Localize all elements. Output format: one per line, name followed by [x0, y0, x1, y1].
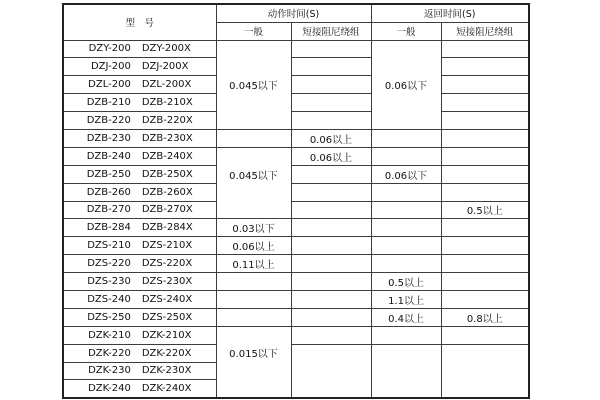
cell-action-general	[216, 326, 291, 398]
table-row	[63, 183, 529, 201]
cell-action-damped: 0.06以上	[291, 147, 371, 165]
table-row	[63, 290, 529, 308]
cell-return-damped	[441, 129, 529, 147]
header-return-damped: 短接阻尼绕组	[441, 22, 529, 40]
table-row	[63, 237, 529, 255]
cell-return-damped	[441, 58, 529, 76]
table-row	[63, 76, 529, 94]
model-name: DZB-284	[86, 222, 131, 234]
model-name: DZK-230	[88, 365, 131, 377]
cell-return-damped	[441, 326, 529, 344]
cell-model	[63, 58, 216, 76]
cell-action-general	[216, 308, 291, 326]
cell-model	[63, 94, 216, 112]
spec-table-container	[62, 3, 530, 399]
cell-action-damped	[291, 237, 371, 255]
model-name-x: DZS-250X	[141, 311, 193, 323]
model-name-x: DZB-210X	[141, 97, 193, 109]
cell-model	[63, 273, 216, 291]
table-row	[63, 165, 529, 183]
model-name: DZS-240	[87, 293, 131, 305]
cell-return-general	[371, 219, 441, 237]
model-name-x: DZK-230X	[141, 365, 192, 377]
header-return-time: 返回时间(S)	[371, 4, 529, 22]
cell-action-damped	[291, 40, 371, 58]
table-row	[63, 201, 529, 219]
cell-value: 0.015以下	[229, 349, 278, 361]
model-name-x: DZB-230X	[141, 132, 193, 144]
table-row	[63, 344, 529, 362]
model-name: DZS-230	[87, 276, 131, 288]
table-row	[63, 255, 529, 273]
cell-value: 0.045以下	[229, 170, 278, 182]
cell-model	[63, 326, 216, 344]
model-name-x: DZB-270X	[141, 204, 193, 216]
cell-action-damped	[291, 76, 371, 94]
table-row	[63, 147, 529, 165]
model-name: DZS-250	[87, 311, 131, 323]
cell-return-general: 0.06以下	[371, 165, 441, 183]
model-name-x: DZL-200X	[141, 79, 192, 91]
header-action-general: 一般	[216, 22, 291, 40]
cell-return-general	[371, 344, 441, 398]
cell-return-general	[371, 237, 441, 255]
model-name-x: DZS-240X	[141, 293, 193, 305]
model-name: DZL-200	[88, 79, 131, 91]
table-row	[63, 219, 529, 237]
table-row	[63, 40, 529, 58]
cell-model	[63, 308, 216, 326]
model-name: DZK-210	[88, 329, 131, 341]
cell-action-damped	[291, 326, 371, 344]
table-row	[63, 308, 529, 326]
model-name: DZY-200	[88, 43, 131, 55]
model-name: DZK-220	[88, 347, 131, 359]
model-name: DZB-270	[86, 204, 131, 216]
table-row	[63, 112, 529, 130]
header-return-general: 一般	[371, 22, 441, 40]
model-name-x: DZB-284X	[141, 222, 193, 234]
model-name-x: DZK-240X	[141, 383, 192, 395]
cell-return-damped	[441, 273, 529, 291]
model-name: DZS-210	[87, 240, 131, 252]
cell-model	[63, 237, 216, 255]
cell-action-damped	[291, 219, 371, 237]
cell-action-damped	[291, 183, 371, 201]
cell-model	[63, 112, 216, 130]
cell-return-damped	[441, 290, 529, 308]
cell-return-damped: 0.5以上	[441, 201, 529, 219]
model-name-x: DZB-250X	[141, 168, 193, 180]
cell-model	[63, 76, 216, 94]
model-name-x: DZK-220X	[141, 347, 192, 359]
cell-return-general	[371, 147, 441, 165]
cell-action-damped	[291, 58, 371, 76]
cell-action-general	[216, 129, 291, 147]
cell-return-damped	[441, 112, 529, 130]
cell-return-damped: 0.8以上	[441, 308, 529, 326]
cell-action-general	[216, 273, 291, 291]
model-name-x: DZB-260X	[141, 186, 193, 198]
cell-action-general	[216, 147, 291, 219]
spec-table	[62, 3, 530, 399]
cell-return-general	[371, 326, 441, 344]
cell-return-general: 1.1以上	[371, 290, 441, 308]
table-row	[63, 273, 529, 291]
cell-return-damped	[441, 344, 529, 398]
cell-action-damped	[291, 201, 371, 219]
model-name: DZB-240	[86, 150, 131, 162]
model-name-x: DZB-220X	[141, 115, 193, 126]
model-name: DZK-240	[88, 383, 131, 395]
cell-return-damped	[441, 94, 529, 112]
cell-return-general	[371, 255, 441, 273]
cell-return-general: 0.06以下	[371, 40, 441, 129]
cell-return-general: 0.5以上	[371, 273, 441, 291]
cell-return-damped	[441, 237, 529, 255]
model-name-x: DZS-220X	[141, 258, 193, 270]
cell-return-damped	[441, 183, 529, 201]
model-name-x: DZK-210X	[141, 329, 192, 341]
cell-model	[63, 380, 216, 398]
cell-return-damped	[441, 40, 529, 58]
cell-action-general: 0.11以上	[216, 255, 291, 273]
table-row	[63, 94, 529, 112]
cell-model	[63, 40, 216, 58]
cell-return-damped	[441, 255, 529, 273]
table-row	[63, 326, 529, 344]
cell-model	[63, 219, 216, 237]
cell-action-damped	[291, 273, 371, 291]
model-name-x: DZY-200X	[141, 43, 191, 55]
cell-action-general: 0.045以下	[216, 40, 291, 129]
cell-return-general	[371, 201, 441, 219]
cell-return-damped	[441, 76, 529, 94]
table-row	[63, 129, 529, 147]
cell-return-general	[371, 183, 441, 201]
cell-return-damped	[441, 165, 529, 183]
cell-model	[63, 362, 216, 380]
cell-model	[63, 290, 216, 308]
header-model: 型 号	[63, 4, 216, 40]
cell-action-damped	[291, 290, 371, 308]
cell-action-damped	[291, 344, 371, 398]
cell-action-damped	[291, 94, 371, 112]
cell-action-damped	[291, 308, 371, 326]
cell-model	[63, 255, 216, 273]
model-name: DZB-250	[86, 168, 131, 180]
model-name-x: DZS-230X	[141, 276, 193, 288]
cell-model	[63, 344, 216, 362]
cell-model	[63, 165, 216, 183]
cell-model	[63, 201, 216, 219]
model-name-x: DZS-210X	[141, 240, 193, 252]
model-name-x: DZB-240X	[141, 150, 193, 162]
model-name: DZS-220	[87, 258, 131, 270]
cell-action-damped	[291, 255, 371, 273]
cell-return-damped	[441, 219, 529, 237]
header-action-damped: 短接阻尼绕组	[291, 22, 371, 40]
cell-return-general: 0.4以上	[371, 308, 441, 326]
cell-action-damped	[291, 112, 371, 130]
model-name: DZB-210	[86, 97, 131, 109]
table-row	[63, 58, 529, 76]
cell-action-general: 0.03以下	[216, 219, 291, 237]
cell-model	[63, 129, 216, 147]
model-name-x: DZJ-200X	[141, 61, 189, 73]
model-name: DZB-220	[86, 115, 131, 126]
cell-action-damped	[291, 165, 371, 183]
cell-action-general	[216, 290, 291, 308]
cell-return-general	[371, 129, 441, 147]
cell-model	[63, 147, 216, 165]
cell-model	[63, 183, 216, 201]
model-name: DZB-260	[86, 186, 131, 198]
model-name: DZB-230	[86, 132, 131, 144]
cell-return-damped	[441, 147, 529, 165]
model-name: DZJ-200	[90, 61, 131, 73]
cell-action-general: 0.06以上	[216, 237, 291, 255]
cell-action-damped: 0.06以上	[291, 129, 371, 147]
header-action-time: 动作时间(S)	[216, 4, 371, 22]
